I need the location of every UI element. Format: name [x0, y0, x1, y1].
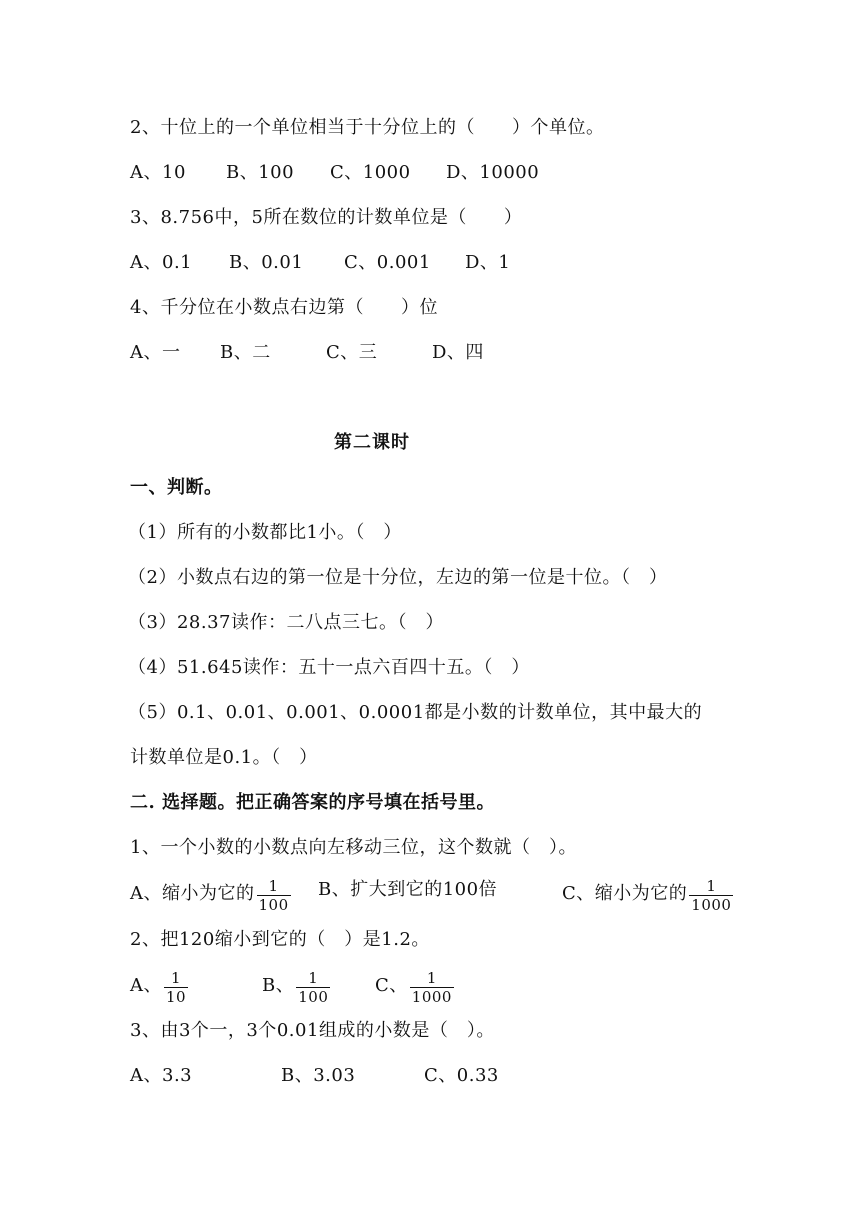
- q2-option-b: B、100: [226, 162, 295, 183]
- choice-q2-option-a: [130, 968, 190, 1004]
- judge-item-4: （4）51.645读作：五十一点六百四十五。（ ）: [128, 657, 530, 678]
- choice-q1-option-c: [562, 876, 735, 912]
- q4-option-a: A、一: [130, 342, 181, 363]
- fraction-numerator: 1: [268, 877, 279, 895]
- q4-option-c: C、三: [326, 342, 378, 363]
- fraction-denominator: 1000: [411, 988, 452, 1006]
- fraction-numerator: 1: [171, 969, 182, 987]
- choice-q1-text: 1、一个小数的小数点向左移动三位，这个数就（ ）。: [130, 837, 577, 858]
- section-1-heading: 一、判断。: [130, 477, 223, 498]
- choice-q2-option-b: [262, 968, 332, 1004]
- q2-option-d: D、10000: [446, 162, 540, 183]
- fraction-numerator: 1: [308, 969, 319, 987]
- judge-item-2: （2）小数点右边的第一位是十分位，左边的第一位是十位。（ ）: [128, 567, 668, 588]
- fraction: [164, 970, 188, 1006]
- choice-q3-option-c: C、0.33: [424, 1065, 499, 1086]
- fraction-denominator: 100: [258, 896, 289, 914]
- choice-q2-option-c-label: C、: [375, 975, 408, 996]
- q2-option-c: C、1000: [330, 162, 411, 183]
- fraction: [410, 970, 454, 1006]
- choice-q2-option-b-label: B、: [262, 975, 295, 996]
- choice-q3-text: 3、由3个一，3个0.01组成的小数是（ ）。: [130, 1020, 495, 1041]
- choice-q2-option-a-label: A、: [130, 975, 162, 996]
- fraction-numerator: 1: [706, 877, 717, 895]
- question-3-text: 3、8.756中，5所在数位的计数单位是（ ）: [130, 207, 523, 228]
- q4-option-b: B、二: [220, 342, 271, 363]
- q3-option-b: B、0.01: [229, 252, 304, 273]
- choice-q3-option-a: A、3.3: [130, 1065, 193, 1086]
- fraction: [296, 970, 330, 1006]
- choice-q1-option-b: B、扩大到它的100倍: [318, 879, 498, 900]
- lesson-title: 第二课时: [334, 432, 410, 453]
- choice-q2-text: 2、把120缩小到它的（ ）是1.2。: [130, 929, 430, 950]
- fraction: [689, 878, 733, 914]
- question-2-text: 2、十位上的一个单位相当于十分位上的（ ）个单位。: [130, 117, 605, 138]
- q3-option-c: C、0.001: [344, 252, 431, 273]
- fraction: [257, 878, 291, 914]
- judge-item-3: （3）28.37读作：二八点三七。（ ）: [128, 612, 444, 633]
- choice-q2-option-c: [375, 968, 456, 1004]
- q2-option-a: A、10: [130, 162, 186, 183]
- judge-item-1: （1）所有的小数都比1小。（ ）: [128, 522, 402, 543]
- choice-q1-option-c-label: C、缩小为它的: [562, 883, 688, 904]
- question-4-text: 4、千分位在小数点右边第（ ）位: [130, 297, 438, 318]
- judge-item-5-continued: 计数单位是0.1。（ ）: [130, 747, 318, 768]
- q3-option-a: A、0.1: [130, 252, 193, 273]
- fraction-denominator: 10: [166, 988, 187, 1006]
- choice-q1-option-a-label: A、缩小为它的: [130, 883, 255, 904]
- q3-option-d: D、1: [465, 252, 511, 273]
- q4-option-d: D、四: [432, 342, 484, 363]
- fraction-denominator: 100: [298, 988, 329, 1006]
- fraction-denominator: 1000: [691, 896, 732, 914]
- choice-q1-option-a: [130, 876, 293, 912]
- section-2-heading: 二. 选择题。把正确答案的序号填在括号里。: [130, 792, 496, 813]
- fraction-numerator: 1: [426, 969, 437, 987]
- choice-q3-option-b: B、3.03: [281, 1065, 356, 1086]
- judge-item-5: （5）0.1、0.01、0.001、0.0001都是小数的计数单位，其中最大的: [128, 702, 703, 723]
